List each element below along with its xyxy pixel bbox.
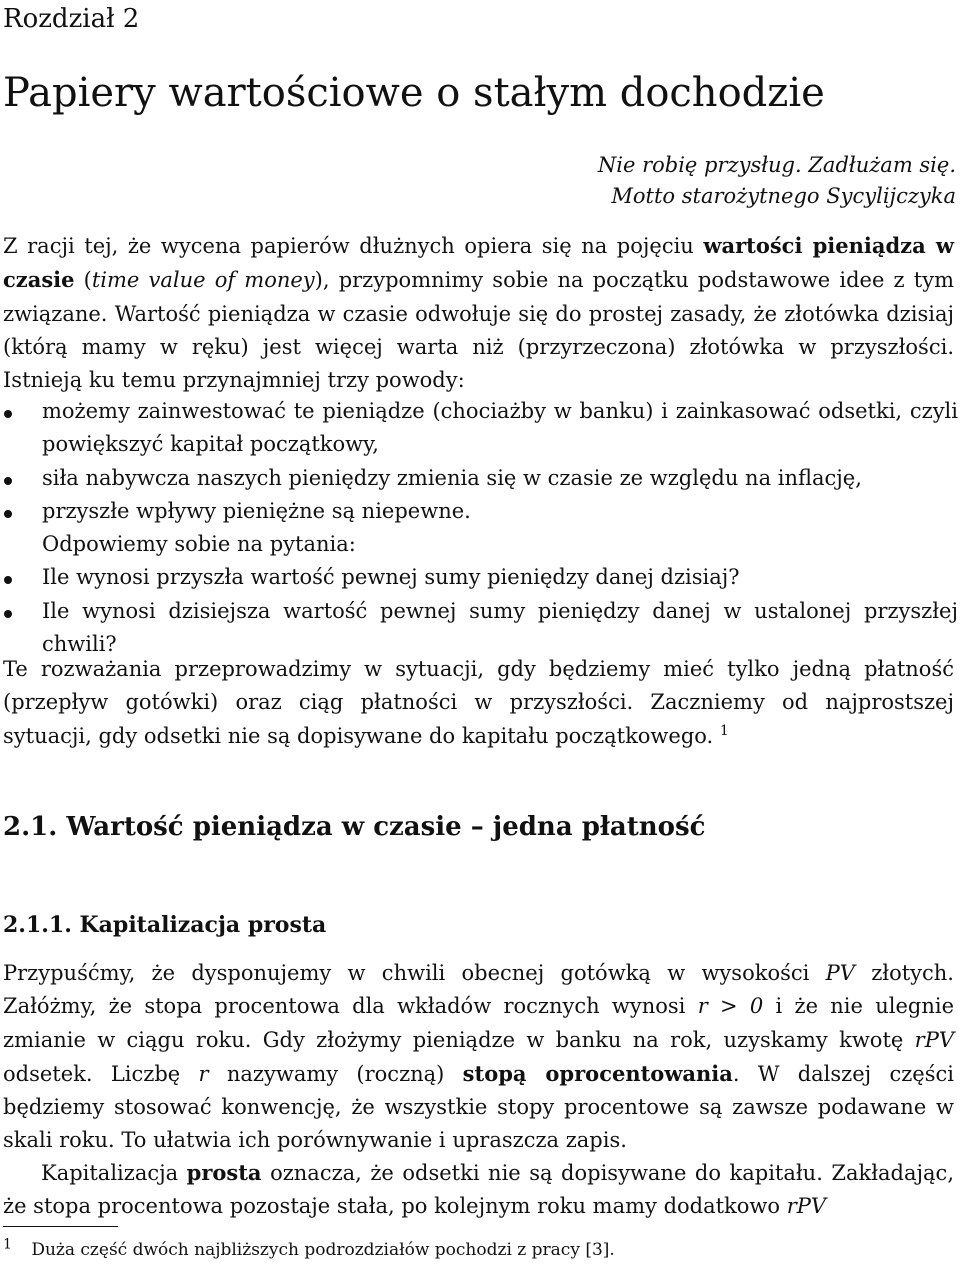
math-r: r [198, 1061, 209, 1086]
motto-attribution: Motto starożytnego Sycylijczyka [611, 184, 956, 208]
paragraph-text: złotych. Załóżmy, że stopa procentowa dla wkładów rocznych wynosi [3, 961, 954, 1019]
footnote [3, 1238, 615, 1262]
intro-text: ( [74, 268, 92, 293]
list-item [0, 462, 958, 495]
footnote-reference: 1 [719, 722, 729, 739]
questions-intro: Odpowiemy sobie na pytania: [42, 532, 356, 557]
bullet-icon [4, 410, 12, 418]
list-item [0, 561, 958, 594]
paragraph-text: nazywamy (roczną) [208, 1061, 463, 1086]
math-rpv: rPV [914, 1027, 954, 1052]
motto [598, 150, 956, 212]
list-item [0, 595, 958, 662]
list-item-text: Ile wynosi przyszła wartość pewnej sumy pieniędzy danej dzisiaj? [42, 565, 740, 590]
paragraph-text: i że nie ulegnie zmianie w ciągu roku. Gdy złożymy pieniądze w banku na rok, uzyskamy kwotę [3, 994, 954, 1052]
footnote-mark: 1 [3, 1236, 12, 1253]
math-rpv: rPV [786, 1194, 827, 1219]
list-item [0, 495, 958, 528]
footnote-text: Duża część dwóch najbliższych podrozdziałów pochodzi z pracy [3]. [31, 1240, 615, 1260]
list-item-text: przyszłe wpływy pieniężne są niepewne. [42, 498, 471, 523]
paragraph-text: oznacza, że odsetki nie są dopisywane do kapitału. Zakładając, że stopa procentowa pozostaje stała, po kolejnym roku mamy dodatkowo [3, 1161, 954, 1219]
list-item-text: możemy zainwestować te pieniądze (chociażby w banku) i zainkasować odsetki, czyli powiększyć kapitał początkowy, [42, 399, 958, 457]
bullet-icon [4, 576, 12, 584]
paragraph-text: Kapitalizacja [41, 1161, 187, 1185]
paragraph-2 [3, 653, 954, 753]
bold-term: prosta [186, 1160, 262, 1185]
motto-quote: Nie robię przysług. Zadłużam się. [597, 153, 956, 177]
chapter-title: Papiery wartościowe o stałym dochodzie [3, 70, 825, 116]
paragraph-3 [3, 957, 954, 1158]
intro-italic-term: time value of money [91, 268, 315, 293]
paragraph-text: odsetek. Liczbę [3, 1061, 199, 1086]
paragraph-text: . W dalszej części będziemy stosować konwencję, że wszystkie stopy procentowe są zawsze podawane w skali roku. To ułatwia ich porównywanie i upraszcza zapis. [3, 1061, 954, 1153]
list-item-text: siła nabywcza naszych pieniędzy zmienia się w czasie ze względu na inflację, [42, 465, 862, 490]
subsection-heading: 2.1.1. Kapitalizacja prosta [3, 912, 327, 938]
bullet-icon [4, 510, 12, 518]
intro-text: Z racji tej, że wycena papierów dłużnych opiera się na pojęciu [3, 234, 704, 258]
chapter-label: Rozdział 2 [3, 4, 140, 34]
section-heading: 2.1. Wartość pieniądza w czasie – jedna płatność [3, 812, 706, 842]
paragraph-text: Przypuśćmy, że dysponujemy w chwili obecnej gotówką w wysokości [3, 961, 826, 985]
math-pv: PV [825, 961, 855, 985]
bullet-icon [4, 610, 12, 618]
intro-bold-term: wartości pieniądza w czasie [3, 233, 954, 293]
math-inequality: r > 0 [697, 994, 764, 1019]
list-item [0, 395, 958, 462]
intro-paragraph [3, 229, 954, 397]
paragraph-text: Te rozważania przeprowadzimy w sytuacji, gdy będziemy mieć tylko jedną płatność (przepływ gotówki) oraz ciąg płatności w przyszłości. Zaczniemy od najprostszej sytuacji, gdy odsetki nie są dopisywane do kapitału początkowego. [3, 657, 954, 748]
paragraph-4 [3, 1156, 954, 1224]
bullet-icon [4, 477, 12, 485]
list-item-text: Ile wynosi dzisiejsza wartość pewnej sumy pieniędzy danej w ustalonej przyszłej chwili? [42, 598, 958, 657]
bold-term: stopą oprocentowania [462, 1060, 733, 1086]
footnote-divider [3, 1226, 118, 1227]
intro-text: ), przypomnimy sobie na początku podstawowe idee z tym związane. Wartość pieniądza w czasie odwołuje się do prostej zasady, że złotówka dzisiaj (którą mamy w ręku) jest więcej warta niż (przyrzeczona) złotówka w przyszłości. Istnieją ku temu przynajmniej trzy powody: [3, 268, 954, 393]
reasons-list [0, 395, 958, 661]
